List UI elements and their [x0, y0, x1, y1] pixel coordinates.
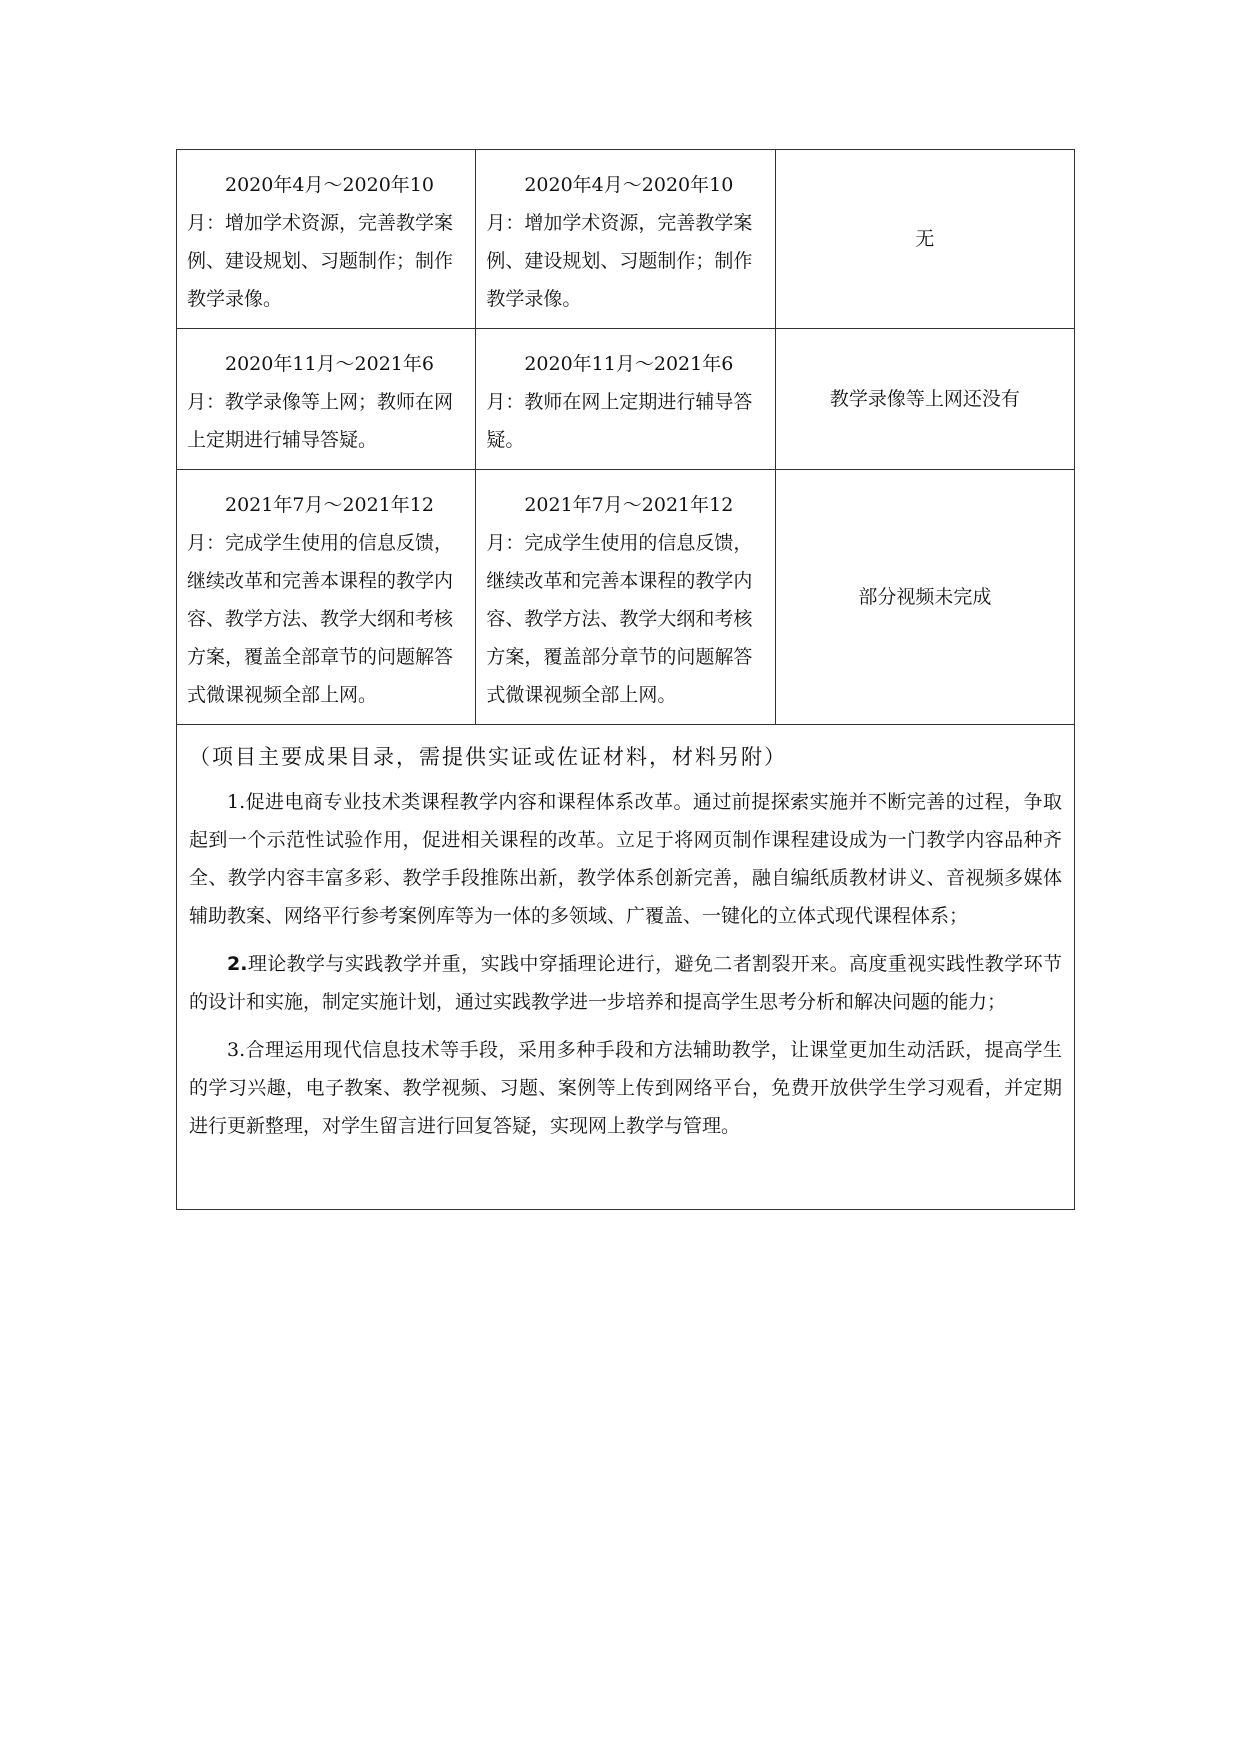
actual-text: 2021年7月～2021年12月：完成学生使用的信息反馈，继续改革和完善本课程的教学内容、教学方法、教学大纲和考核方案，覆盖部分章节的问题解答式微课视频全部上网。 — [486, 494, 753, 706]
progress-table — [176, 149, 1075, 1210]
result-item-1 — [189, 783, 1062, 935]
note-cell: 教学录像等上网还没有 — [775, 329, 1074, 470]
actual-text: 2020年11月～2021年6月：教师在网上定期进行辅导答疑。 — [486, 353, 753, 451]
plan-text: 2020年11月～2021年6月：教学录像等上网；教师在网上定期进行辅导答疑。 — [187, 353, 454, 451]
note-cell: 部分视频未完成 — [775, 470, 1074, 725]
actual-text: 2020年4月～2020年10月：增加学术资源，完善教学案例、建设规划、习题制作；制作教学录像。 — [486, 174, 753, 310]
table-row — [177, 329, 1075, 470]
actual-cell — [476, 150, 775, 329]
results-row — [177, 725, 1075, 1210]
plan-cell — [177, 150, 476, 329]
result-item-text: 理论教学与实践教学并重，实践中穿插理论进行，避免二者割裂开来。高度重视实践性教学环节的设计和实施，制定实施计划，通过实践教学进一步培养和提高学生思考分析和解决问题的能力； — [189, 953, 1062, 1013]
result-item-2 — [189, 945, 1062, 1021]
result-item-text: 促进电商专业技术类课程教学内容和课程体系改革。通过前提探索实施并不断完善的过程，争取起到一个示范性试验作用，促进相关课程的改革。立足于将网页制作课程建设成为一门教学内容品种齐全、教学内容丰富多彩、教学手段推陈出新，教学体系创新完善，融自编纸质教材讲义、音视频多媒体辅助教案、网络平行参考案例库等为一体的多领域、广覆盖、一键化的立体式现代课程体系； — [189, 791, 1062, 927]
result-item-number: 1. — [227, 791, 246, 813]
table-row — [177, 470, 1075, 725]
result-item-text: 合理运用现代信息技术等手段，采用多种手段和方法辅助教学，让课堂更加生动活跃，提高学生的学习兴趣，电子教案、教学视频、习题、案例等上传到网络平台，免费开放供学生学习观看，并定期进行更新整理，对学生留言进行回复答疑，实现网上教学与管理。 — [189, 1039, 1062, 1137]
note-cell: 无 — [775, 150, 1074, 329]
plan-text: 2020年4月～2020年10月：增加学术资源，完善教学案例、建设规划、习题制作；制作教学录像。 — [187, 174, 454, 310]
result-item-3 — [189, 1031, 1062, 1145]
actual-cell — [476, 470, 775, 725]
result-item-number: 3. — [227, 1039, 246, 1061]
results-title: （项目主要成果目录，需提供实证或佐证材料，材料另附） — [189, 745, 787, 769]
results-cell — [177, 725, 1075, 1210]
plan-cell — [177, 329, 476, 470]
result-item-number: 2. — [227, 953, 248, 975]
plan-text: 2021年7月～2021年12月：完成学生使用的信息反馈，继续改革和完善本课程的教学内容、教学方法、教学大纲和考核方案，覆盖全部章节的问题解答式微课视频全部上网。 — [187, 494, 454, 706]
table-row — [177, 150, 1075, 329]
plan-cell — [177, 470, 476, 725]
actual-cell — [476, 329, 775, 470]
